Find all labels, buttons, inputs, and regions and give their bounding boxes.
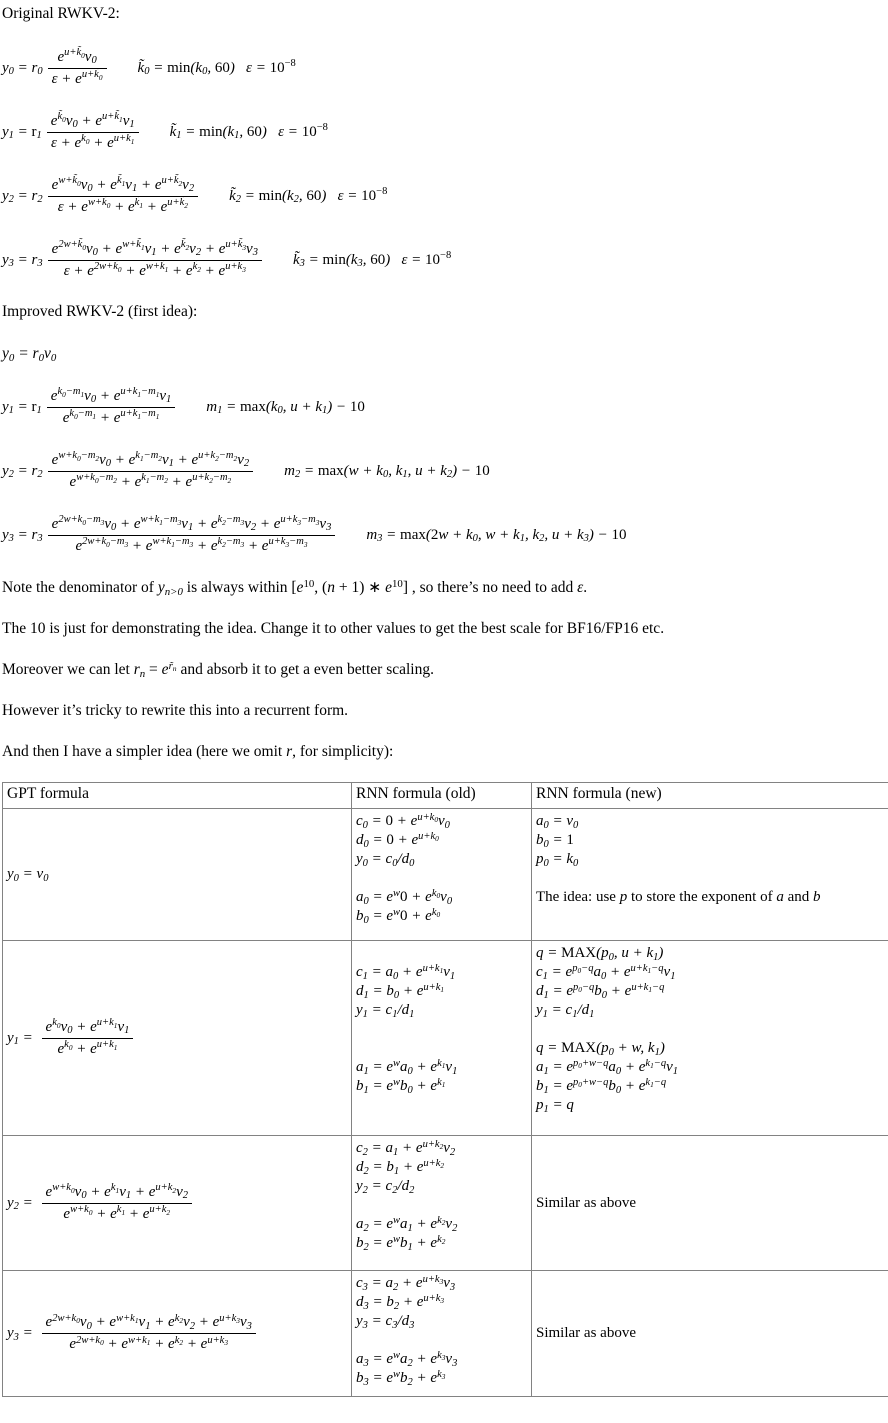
cell-gpt-y2: $y_2$ = $\frac{e^{w+k_0}v_0 + e^{k_1}v_1 + e^{u+k_2}v_2}{e^{w+k_0} + e^{k_1} + e^{u+k_2}}$ bbox=[3, 1136, 352, 1271]
cell-new-y0: $a_0 = v_0$ $b_0 = 1$ $p_0 = k_0$ The idea: use p to store the exponent of a and b bbox=[532, 809, 888, 941]
formula-side-condition: $k̃_0 = \min(k_0$, 60) $\varepsilon = 10^{-8}$ bbox=[137, 58, 296, 78]
formula-improved-y3 bbox=[2, 512, 888, 558]
cell-gpt-y3: $y_3$ = $\frac{e^{2w+k_0}v_0 + e^{w+k_1}v_1 + e^{k_2}v_2 + e^{u+k_3}v_3}{e^{2w+k_0} + e^{w+k_1} + e^{k_2} + e^{u+k_3}}$ bbox=[3, 1271, 352, 1397]
table-row-y3 bbox=[3, 1271, 888, 1397]
formula-main: $y_1 = r_1$ $\frac{e^{k_0-m_1}v_0 + e^{u+k_1-m_1}v_1}{e^{k_0-m_1} + e^{u+k_1-m_1}}$ bbox=[2, 386, 178, 429]
formula-main: $y_3 = r_3$ $\frac{e^{2w+k_0-m_3}v_0 + e^{w+k_1-m_3}v_1 + e^{k_2-m_3}v_2 + e^{u+k_3-m_3}v_3}{e^{2w+k_0-m_3} + e^{w+k_1-m_3} + e^{k_2-m_3} + e^{u+k_3-m_3}}$ bbox=[2, 514, 338, 557]
formula-main: $y_3 = r_3$ $\frac{e^{2w+k̃_0}v_0 + e^{w+k̃_1}v_1 + e^{k̃_2}v_2 + e^{u+k̃_3}v_3}{\varepsilon + e^{2w+k̃_0} + e^{w+k̃_1} + e^{k̃_2} + e^{u+k̃_3}}$ bbox=[2, 239, 265, 282]
document bbox=[2, 3, 888, 1397]
formula-original-y0 bbox=[2, 45, 888, 91]
paragraph-note-denominator: Note the denominator of $y_{n>0}$ is always within [$e^{10}$, (n + 1) ∗ $e^{10}$] , so there’s no need to add ε. bbox=[2, 577, 588, 599]
cell-old-y3: $c_3 = a_2 + e^{u+k_3}v_3$ $d_3 = b_2 + e^{u+k_3}$ $y_3 = c_3/d_3$ $a_3 = e^wa_2 + e^{k_3}v_3$ $b_3 = e^wb_2 + e^{k_3}$ bbox=[352, 1271, 532, 1397]
cell-new-y1: $q = MAX(p_0$, $u + k_1$) $c_1 = e^{p_0-q}a_0 + e^{u+k_1-q}v_1$ $d_1 = e^{p_0-q}b_0 + e^{u+k_1-q}$ $y_1 = c_1/d_1$ $q = MAX(p_0 + w$, $k_1$) $a_1 = e^{p_0+w-q}a_0 + e^{k_1-q}v_1$ $b_1 = e^{p_0+w-q}b_0 + e^{k_1-q}$ $p_1 = q$ bbox=[532, 941, 888, 1136]
formula-improved-y0: $y_0 = r_0v_0$ bbox=[2, 345, 57, 365]
heading-improved-rwkv2: Improved RWKV-2 (first idea): bbox=[2, 303, 198, 320]
paragraph-ten-scale: The 10 is just for demonstrating the idea. Change it to other values to get the best scale for BF16/FP16 etc. bbox=[2, 620, 665, 637]
formula-original-y1 bbox=[2, 109, 888, 155]
formula-side-condition: $k̃_1 = \min(k_1$, 60) $\varepsilon = 10^{-8}$ bbox=[169, 122, 328, 142]
paragraph-however-tricky: However it’s tricky to rewrite this into a recurrent form. bbox=[2, 702, 349, 719]
formula-side-condition: $m_1 = \max(k_0$, $u + k_1) - 10$ bbox=[206, 398, 365, 417]
formula-improved-y1 bbox=[2, 384, 888, 430]
header-gpt-formula: GPT formula bbox=[3, 783, 352, 809]
heading-original-rwkv2: Original RWKV-2: bbox=[2, 5, 120, 22]
cell-old-y1: $c_1 = a_0 + e^{u+k_1}v_1$ $d_1 = b_0 + e^{u+k_1}$ $y_1 = c_1/d_1$ $a_1 = e^wa_0 + e^{k_1}v_1$ $b_1 = e^wb_0 + e^{k_1}$ bbox=[352, 941, 532, 1136]
formula-main: $y_0 = r_0$ $\frac{e^{u+k̃_0}v_0}{\varepsilon + e^{u+k̃_0}}$ bbox=[2, 47, 110, 90]
header-rnn-formula-old: RNN formula (old) bbox=[352, 783, 532, 809]
table-header-row bbox=[3, 783, 888, 809]
formula-main: $y_1 = r_1$ $\frac{e^{k̃_0}v_0 + e^{u+k̃_1}v_1}{\varepsilon + e^{k̃_0} + e^{u+k̃_1}}$ bbox=[2, 111, 142, 154]
table-row-y0 bbox=[3, 809, 888, 941]
table-row-y1 bbox=[3, 941, 888, 1136]
formula-main: $y_2 = r_2$ $\frac{e^{w+k̃_0}v_0 + e^{k̃_1}v_1 + e^{u+k̃_2}v_2}{\varepsilon + e^{w+k̃_0} + e^{k̃_1} + e^{u+k̃_2}}$ bbox=[2, 175, 201, 218]
formula-side-condition: $m_3 = \max(2w + k_0$, $w + k_1$, $k_2$, $u + k_3) - 10$ bbox=[366, 526, 627, 545]
paragraph-moreover-absorb: Moreover we can let $r_n = e^{r̃_n}$ and absorb it to get a even better scaling. bbox=[2, 659, 434, 681]
cell-gpt-y0: $y_0 = v_0$ bbox=[3, 809, 352, 941]
formula-side-condition: $m_2 = \max(w + k_0$, $k_1$, $u + k_2) - 10$ bbox=[284, 462, 490, 481]
table-row-y2 bbox=[3, 1136, 888, 1271]
formula-original-y3 bbox=[2, 237, 888, 283]
cell-new-y2: Similar as above bbox=[532, 1136, 888, 1271]
cell-new-y3: Similar as above bbox=[532, 1271, 888, 1397]
formula-improved-y2 bbox=[2, 448, 888, 494]
header-rnn-formula-new: RNN formula (new) bbox=[532, 783, 888, 809]
cell-old-y2: $c_2 = a_1 + e^{u+k_2}v_2$ $d_2 = b_1 + e^{u+k_2}$ $y_2 = c_2/d_2$ $a_2 = e^wa_1 + e^{k_2}v_2$ $b_2 = e^wb_1 + e^{k_2}$ bbox=[352, 1136, 532, 1271]
formula-side-condition: $k̃_2 = \min(k_2$, 60) $\varepsilon = 10^{-8}$ bbox=[229, 186, 388, 206]
paragraph-simpler-idea: And then I have a simpler idea (here we omit r, for simplicity): bbox=[2, 743, 394, 760]
cell-old-y0: $c_0 = 0 + e^{u+k_0}v_0$ $d_0 = 0 + e^{u+k_0}$ $y_0 = c_0/d_0$ $a_0 = e^w0 + e^{k_0}v_0$ $b_0 = e^w0 + e^{k_0}$ bbox=[352, 809, 532, 941]
formula-original-y2 bbox=[2, 173, 888, 219]
formula-table bbox=[2, 782, 888, 1397]
cell-gpt-y1: $y_1$ = $\frac{e^{k_0}v_0 + e^{u+k_1}v_1}{e^{k_0} + e^{u+k_1}}$ bbox=[3, 941, 352, 1136]
formula-side-condition: $k̃_3 = \min(k_3$, 60) $\varepsilon = 10^{-8}$ bbox=[292, 250, 452, 270]
formula-main: $y_2 = r_2$ $\frac{e^{w+k_0-m_2}v_0 + e^{k_1-m_2}v_1 + e^{u+k_2-m_2}v_2}{e^{w+k_0-m_2} + e^{k_1-m_2} + e^{u+k_2-m_2}}$ bbox=[2, 450, 256, 493]
